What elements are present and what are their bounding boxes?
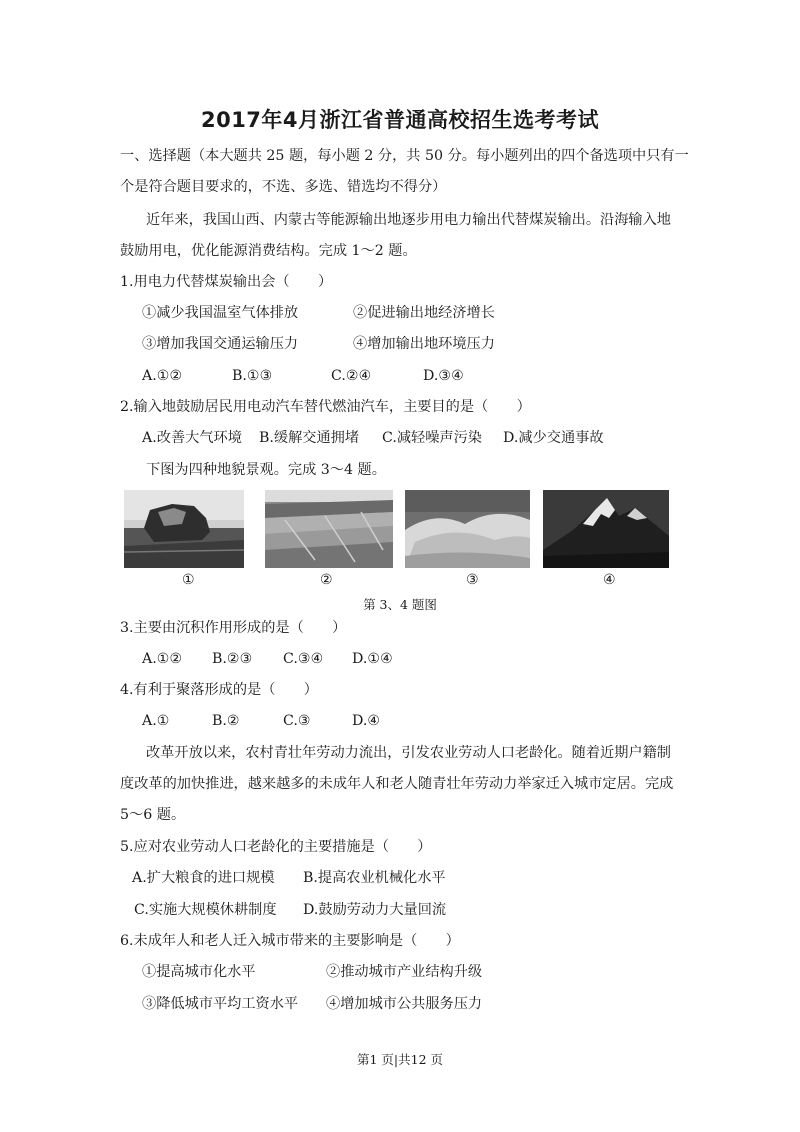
q6-statement-2: ②推动城市产业结构升级 <box>326 964 483 980</box>
q1-option-d: D.③④ <box>423 368 464 384</box>
q6-statement-1: ①提高城市化水平 <box>142 964 256 980</box>
passage2-line2: 度改革的加快推进，越来越多的未成年人和老人随青壮年劳动力举家迁入城市定居。完成 <box>120 776 674 792</box>
question-2-stem: 2.输入地鼓励居民用电动汽车替代燃油汽车，主要目的是（ ） <box>120 399 531 415</box>
question-1-stem: 1.用电力代替煤炭输出会（ ） <box>120 274 333 290</box>
q1-option-a: A.①② <box>142 368 183 384</box>
q2-option-c: C.减轻噪声污染 <box>382 430 482 446</box>
q4-option-a: A.① <box>142 713 170 729</box>
passage1-line1: 近年来，我国山西、内蒙古等能源输出地逐步用电力输出代替煤炭输出。沿海输入地 <box>146 212 671 228</box>
q3-option-c: C.③④ <box>283 651 324 667</box>
q4-option-c: C.③ <box>283 713 311 729</box>
question-4-stem: 4.有利于聚落形成的是（ ） <box>120 682 318 698</box>
question-5-stem: 5.应对农业劳动人口老龄化的主要措施是（ ） <box>120 839 432 855</box>
q1-statement-3: ③增加我国交通运输压力 <box>142 336 299 352</box>
photo-label-2: ② <box>320 572 333 588</box>
q4-option-d: D.④ <box>352 713 381 729</box>
question-3-stem: 3.主要由沉积作用形成的是（ ） <box>120 620 347 636</box>
q1-option-b: B.①③ <box>232 368 273 384</box>
photo-label-4: ④ <box>603 572 616 588</box>
passage1-line2: 鼓励用电，优化能源消费结构。完成 1～2 题。 <box>120 243 417 259</box>
landform-photo-coastal-rock <box>124 490 244 568</box>
section-instructions-line1: 一、选择题（本大题共 25 题，每小题 2 分，共 50 分。每小题列出的四个备选项中只有一 <box>120 148 689 164</box>
q1-statement-4: ④增加输出地环境压力 <box>353 336 495 352</box>
question-6-stem: 6.未成年人和老人迁入城市带来的主要影响是（ ） <box>120 933 460 949</box>
page-title: 2017年4月浙江省普通高校招生选考考试 <box>200 108 600 132</box>
landform-photo-strip <box>124 490 669 570</box>
q3-option-a: A.①② <box>142 651 183 667</box>
landform-photo-snow-mountain <box>543 490 669 568</box>
q1-statement-2: ②促进输出地经济增长 <box>353 305 495 321</box>
q4-option-b: B.② <box>212 713 240 729</box>
section-instructions-line2: 个是符合题目要求的，不选、多选、错选均不得分） <box>120 179 447 195</box>
passage2-line1: 改革开放以来，农村青壮年劳动力流出，引发农业劳动人口老龄化。随着近期户籍制 <box>146 745 671 761</box>
q5-option-b: B.提高农业机械化水平 <box>303 870 446 886</box>
q5-option-c: C.实施大规模休耕制度 <box>134 902 277 918</box>
q2-option-a: A.改善大气环境 <box>142 430 242 446</box>
q6-statement-4: ④增加城市公共服务压力 <box>326 996 483 1012</box>
q3-option-b: B.②③ <box>212 651 253 667</box>
landform-photo-terraced-fields <box>265 490 393 568</box>
q2-option-d: D.减少交通事故 <box>503 430 604 446</box>
photo-label-3: ③ <box>466 572 479 588</box>
page-footer: 第1 页|共12 页 <box>356 1052 444 1067</box>
figure-caption: 第 3、4 题图 <box>363 597 437 612</box>
passage2-line3: 5～6 题。 <box>120 807 186 823</box>
questions-3-4-intro: 下图为四种地貌景观。完成 3～4 题。 <box>146 462 386 478</box>
q1-option-c: C.②④ <box>331 368 372 384</box>
q5-option-a: A.扩大粮食的进口规模 <box>132 870 275 886</box>
q6-statement-3: ③降低城市平均工资水平 <box>142 996 299 1012</box>
q5-option-d: D.鼓励劳动力大量回流 <box>303 902 447 918</box>
landform-photo-desert-dunes <box>405 490 530 568</box>
q3-option-d: D.①④ <box>352 651 393 667</box>
photo-label-1: ① <box>182 572 195 588</box>
q2-option-b: B.缓解交通拥堵 <box>259 430 360 446</box>
q1-statement-1: ①减少我国温室气体排放 <box>142 305 299 321</box>
